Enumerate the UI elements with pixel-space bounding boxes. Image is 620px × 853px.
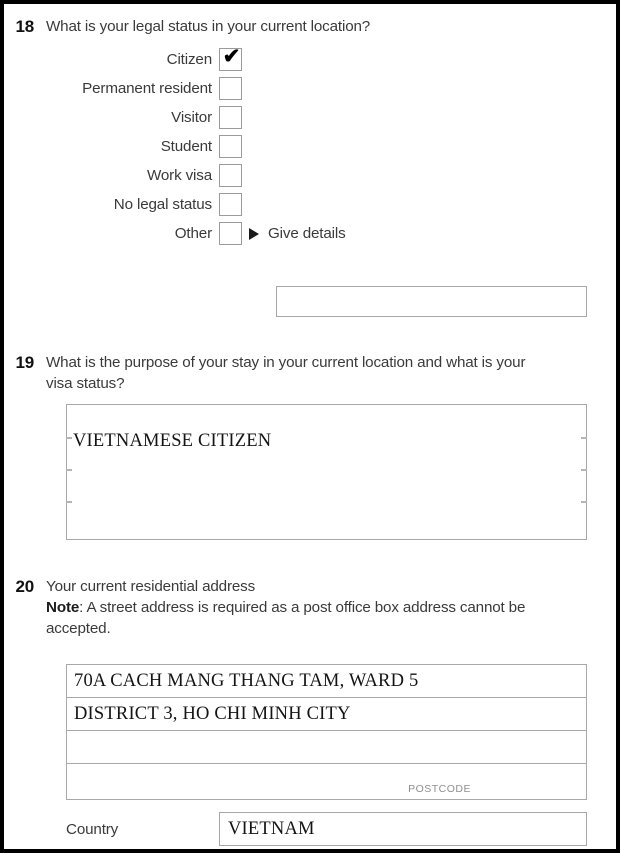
form-sheet bbox=[4, 4, 616, 849]
address-line-1-value: 70A CACH MANG THANG TAM, WARD 5 bbox=[74, 670, 419, 691]
legal-status-options bbox=[4, 45, 616, 248]
option-label-work-visa: Work visa bbox=[146, 167, 212, 184]
checkbox-student[interactable] bbox=[219, 135, 242, 158]
checkbox-permanent-resident[interactable] bbox=[219, 77, 242, 100]
option-row-work-visa[interactable] bbox=[4, 161, 616, 190]
line-guide-tick bbox=[581, 501, 587, 503]
check-icon bbox=[221, 190, 242, 213]
option-row-visitor[interactable] bbox=[4, 103, 616, 132]
question-20-note bbox=[46, 597, 566, 639]
address-line-2[interactable] bbox=[67, 698, 586, 731]
checkbox-visitor[interactable] bbox=[219, 106, 242, 129]
postcode-label: POSTCODE bbox=[408, 783, 471, 795]
option-label-citizen: Citizen bbox=[166, 51, 212, 68]
checkbox-other[interactable] bbox=[219, 222, 242, 245]
note-label: Note bbox=[46, 599, 80, 616]
check-icon bbox=[221, 74, 242, 97]
check-icon bbox=[221, 103, 242, 126]
line-guide-tick bbox=[581, 437, 587, 439]
country-label: Country bbox=[66, 820, 119, 838]
give-details-label: Give details bbox=[268, 225, 346, 242]
address-line-1[interactable] bbox=[67, 665, 586, 698]
question-18 bbox=[4, 16, 616, 248]
check-icon: ✔ bbox=[222, 45, 241, 68]
give-details-input[interactable] bbox=[276, 286, 587, 317]
option-row-student[interactable] bbox=[4, 132, 616, 161]
checkbox-work-visa[interactable] bbox=[219, 164, 242, 187]
question-20 bbox=[4, 576, 616, 639]
address-line-2-value: DISTRICT 3, HO CHI MINH CITY bbox=[74, 703, 351, 724]
option-row-no-legal-status[interactable] bbox=[4, 190, 616, 219]
question-18-number: 18 bbox=[15, 17, 34, 36]
question-19 bbox=[4, 352, 616, 394]
triangle-right-icon bbox=[249, 228, 259, 240]
option-row-other[interactable] bbox=[4, 219, 616, 248]
line-guide-tick bbox=[66, 469, 72, 471]
option-row-permanent-resident[interactable] bbox=[4, 74, 616, 103]
country-input[interactable] bbox=[219, 812, 587, 846]
question-19-text: What is the purpose of your stay in your current location and what is your visa status? bbox=[46, 354, 526, 392]
address-line-3[interactable] bbox=[67, 731, 586, 764]
checkbox-citizen[interactable] bbox=[219, 45, 242, 71]
check-icon bbox=[221, 219, 242, 242]
question-19-number: 19 bbox=[15, 353, 34, 372]
option-label-student: Student bbox=[160, 138, 212, 155]
option-label-no-legal-status: No legal status bbox=[113, 196, 212, 213]
line-guide-tick bbox=[66, 501, 72, 503]
country-value: VIETNAM bbox=[228, 818, 315, 839]
option-row-citizen[interactable] bbox=[4, 45, 616, 74]
note-text: : A street address is required as a post office box address cannot be accepted. bbox=[46, 599, 526, 637]
line-guide-tick bbox=[581, 469, 587, 471]
question-20-title: Your current residential address bbox=[46, 578, 256, 595]
address-grid bbox=[66, 664, 587, 800]
option-label-other: Other bbox=[174, 225, 212, 242]
country-row bbox=[66, 812, 587, 846]
check-icon bbox=[221, 161, 242, 184]
checkbox-no-legal-status[interactable] bbox=[219, 193, 242, 216]
question-20-header bbox=[4, 576, 616, 639]
check-icon bbox=[221, 132, 242, 155]
option-label-visitor: Visitor bbox=[171, 109, 212, 126]
question-19-answer-value: VIETNAMESE CITIZEN bbox=[73, 431, 272, 451]
question-18-header bbox=[4, 16, 616, 37]
question-19-answer-textarea[interactable] bbox=[66, 404, 587, 540]
line-guide-tick bbox=[66, 437, 72, 439]
question-20-number: 20 bbox=[15, 577, 34, 596]
question-19-header bbox=[4, 352, 616, 394]
option-label-permanent-resident: Permanent resident bbox=[82, 80, 212, 97]
question-20-text-block bbox=[46, 576, 566, 639]
question-18-text: What is your legal status in your current location? bbox=[46, 18, 371, 35]
postcode-field[interactable] bbox=[67, 764, 586, 799]
